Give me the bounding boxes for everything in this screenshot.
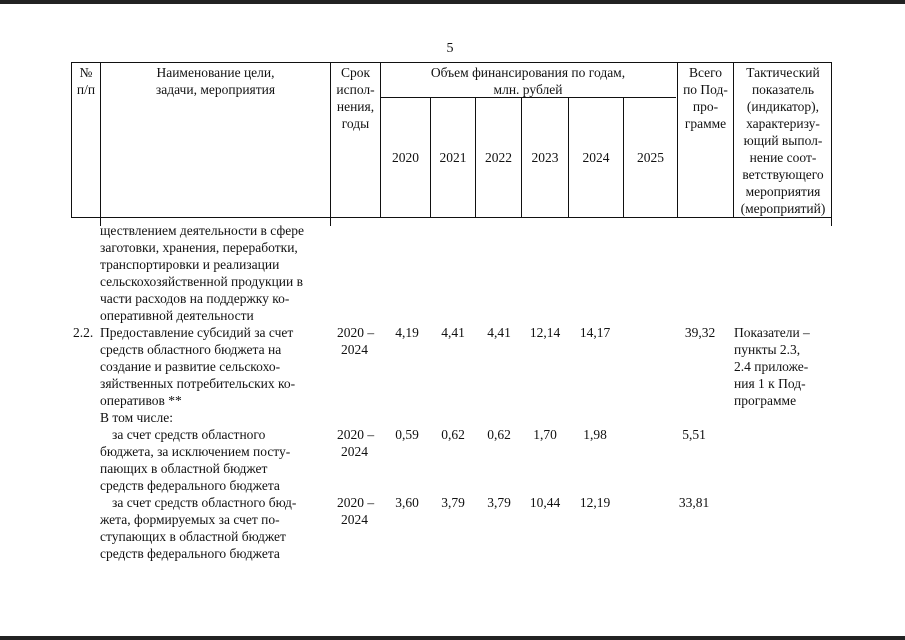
- col-header-indicator-line: (мероприятий): [740, 201, 826, 216]
- value-total: 39,32: [684, 325, 716, 340]
- description-line: ступающих в областной бюджет: [100, 529, 286, 544]
- value-2021: 3,79: [441, 495, 465, 510]
- continuation-line: части расходов на поддержку ко-: [100, 291, 290, 306]
- description-line: средств областного бюджета на: [100, 342, 282, 357]
- indicator-line: 2.4 приложе-: [734, 359, 809, 374]
- col-header-year: [568, 98, 623, 218]
- col-header-number: [71, 62, 100, 218]
- col-header-term-line: испол-: [336, 82, 375, 97]
- table-header: [71, 62, 832, 218]
- continuation-line: транспортировки и реализации: [100, 257, 280, 272]
- description-line: пающих в областной бюджет: [100, 461, 268, 476]
- value-2022: 0,62: [487, 427, 511, 442]
- col-header-term-line: годы: [341, 116, 370, 131]
- continuation-line: сельскохозяйственной продукции в: [100, 274, 303, 289]
- value-2022: 4,41: [487, 325, 511, 340]
- row-description: [100, 324, 328, 409]
- col-header-total-line: грамме: [684, 116, 727, 131]
- row-description: [100, 426, 328, 494]
- value-2024: 12,19: [579, 495, 611, 510]
- col-header-total: [677, 62, 733, 218]
- row-term: [337, 426, 379, 460]
- col-header-financing-title: [380, 64, 676, 98]
- description-line: жета, формируемых за счет по-: [100, 512, 280, 527]
- col-header-indicator-line: нение соот-: [749, 150, 817, 165]
- description-line: средств федерального бюджета: [100, 546, 280, 561]
- col-header-indicator-line: характеризу-: [746, 116, 820, 131]
- year-label: 2022: [485, 150, 512, 165]
- value-2020: 4,19: [395, 325, 419, 340]
- col-header-indicator-line: ветствующего: [742, 167, 824, 182]
- col-header-term-line: нения,: [336, 99, 375, 114]
- col-header-total-line: по Под-: [683, 82, 728, 97]
- value-total: 5,51: [682, 427, 706, 442]
- value-2021: 4,41: [441, 325, 465, 340]
- row-description: [100, 494, 328, 562]
- col-header-year: [380, 98, 430, 218]
- year-label: 2025: [637, 150, 664, 165]
- col-header-name-line: задачи, мероприятия: [155, 82, 276, 97]
- row-term: [337, 494, 379, 528]
- col-header-total-line: про-: [692, 99, 719, 114]
- column-rule: [330, 218, 331, 226]
- description-line: оперативов **: [100, 393, 182, 408]
- continuation-line: ществлением деятельности в сфере: [100, 223, 304, 238]
- col-header-indicator-line: показатель: [751, 82, 815, 97]
- col-header-name-line: Наименование цели,: [156, 65, 275, 80]
- term-line: 2024: [341, 342, 368, 357]
- value-2024: 14,17: [579, 325, 611, 340]
- description-line: за счет средств областного бюд-: [112, 495, 297, 510]
- col-header-indicator-line: Тактический: [746, 65, 820, 80]
- term-line: 2024: [341, 444, 368, 459]
- value-2022: 3,79: [487, 495, 511, 510]
- term-line: 2020 –: [337, 325, 375, 340]
- continuation-line: оперативной деятельности: [100, 308, 254, 323]
- col-header-number-line: №: [79, 65, 93, 80]
- description-line: создание и развитие сельскохо-: [100, 359, 281, 374]
- continuation-line: заготовки, хранения, переработки,: [100, 240, 298, 255]
- col-header-indicator-line: мероприятия: [745, 184, 821, 199]
- col-header-indicator-line: ющий выпол-: [743, 133, 823, 148]
- col-header-financing-line: млн. рублей: [493, 82, 563, 97]
- indicator-line: ния 1 к Под-: [734, 376, 806, 391]
- col-header-term: [330, 62, 380, 218]
- description-line: зяйственных потребительских ко-: [100, 376, 296, 391]
- col-header-number-line: п/п: [76, 82, 96, 97]
- row-number: 2.2.: [73, 325, 94, 340]
- page-number: 5: [446, 41, 454, 56]
- col-header-indicator-line: (индикатор),: [746, 99, 820, 114]
- year-label: 2021: [439, 150, 467, 165]
- row-indicator: [734, 324, 830, 409]
- including-label: В том числе:: [100, 410, 173, 425]
- value-2024: 1,98: [583, 427, 607, 442]
- col-header-year: [475, 98, 521, 218]
- value-2023: 10,44: [529, 495, 561, 510]
- col-header-year: [521, 98, 568, 218]
- year-label: 2020: [392, 150, 419, 165]
- description-line: средств федерального бюджета: [100, 478, 280, 493]
- value-2021: 0,62: [441, 427, 465, 442]
- term-line: 2024: [341, 512, 368, 527]
- continuation-text: [100, 222, 328, 324]
- col-header-financing-line: Объем финансирования по годам,: [430, 65, 626, 80]
- year-label: 2024: [582, 150, 610, 165]
- value-2020: 0,59: [395, 427, 419, 442]
- scan-border-bottom: [0, 636, 905, 640]
- col-header-term-line: Срок: [340, 65, 371, 80]
- col-header-year: [623, 98, 677, 218]
- value-2023: 1,70: [533, 427, 557, 442]
- col-header-name: [100, 62, 330, 218]
- indicator-line: программе: [734, 393, 797, 408]
- description-line: за счет средств областного: [112, 427, 266, 442]
- indicator-line: пункты 2.3,: [734, 342, 801, 357]
- col-header-total-line: Всего: [688, 65, 723, 80]
- value-total: 33,81: [678, 495, 710, 510]
- col-header-indicator: [733, 62, 832, 218]
- row-term: [337, 324, 379, 358]
- year-label: 2023: [531, 150, 559, 165]
- col-header-year: [430, 98, 475, 218]
- value-2020: 3,60: [395, 495, 419, 510]
- term-line: 2020 –: [337, 427, 375, 442]
- value-2023: 12,14: [529, 325, 561, 340]
- term-line: 2020 –: [337, 495, 375, 510]
- description-line: бюджета, за исключением посту-: [100, 444, 291, 459]
- indicator-line: Показатели –: [734, 325, 810, 340]
- column-rule: [831, 218, 832, 226]
- scan-border-top: [0, 0, 905, 4]
- description-line: Предоставление субсидий за счет: [100, 325, 294, 340]
